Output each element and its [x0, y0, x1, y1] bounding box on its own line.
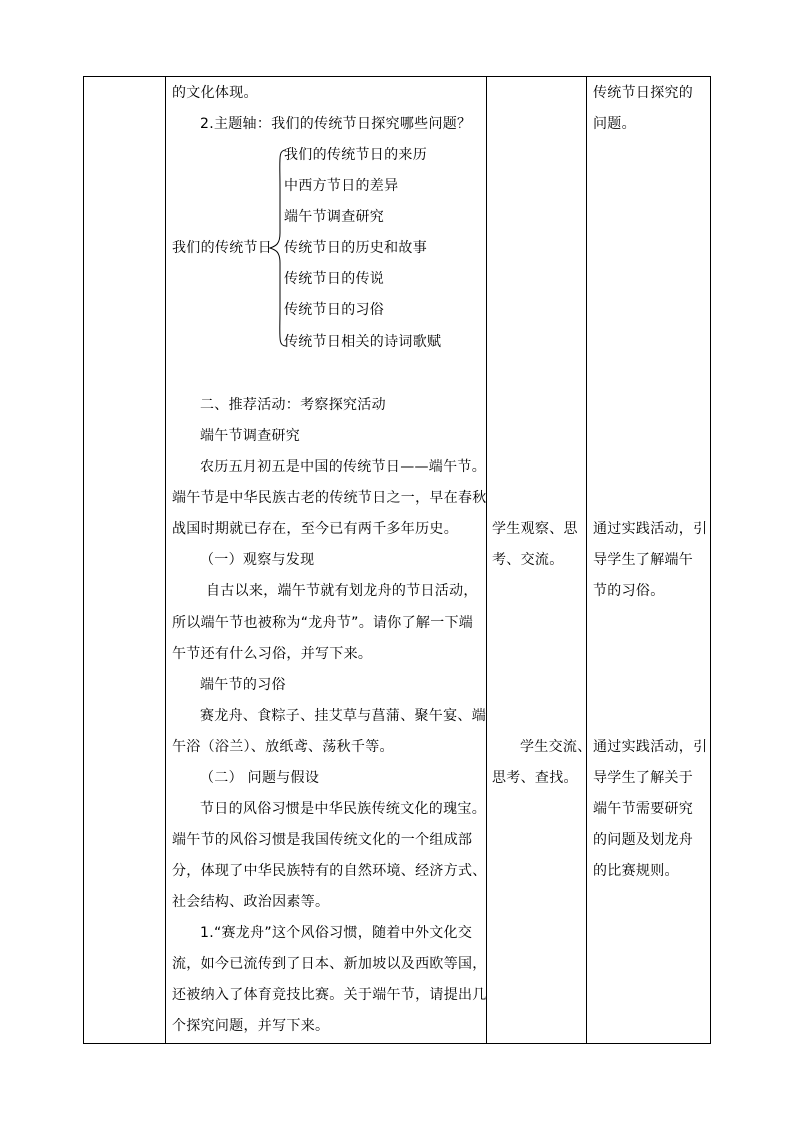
- paragraph-line: 所以端午节也被称为“龙舟节”。请你了解一下端: [172, 615, 474, 631]
- design-intent: 通过实践活动，引: [593, 739, 708, 755]
- theme-axis-heading: 2.主题轴：我们的传统节日探究哪些问题？: [200, 116, 472, 132]
- design-intent: 通过实践活动，引: [593, 521, 708, 537]
- paragraph-line: 分，体现了中华民族特有的自然环境、经济方式、: [172, 863, 487, 879]
- topic-item: 传统节日的传说: [284, 271, 385, 287]
- column-divider-2: [486, 76, 487, 1044]
- paragraph-line: 战国时期就已存在，至今已有两千多年历史。: [172, 521, 458, 537]
- student-activity: 学生交流、: [520, 739, 592, 755]
- design-intent: 问题。: [593, 116, 636, 132]
- paragraph-line: 节日的风俗习惯是中华民族传统文化的瑰宝。: [200, 801, 486, 817]
- student-activity: 考、交流。: [492, 552, 564, 568]
- design-intent: 的比赛规则。: [593, 863, 679, 879]
- topic-item: 我们的传统节日的来历: [284, 147, 427, 163]
- paragraph-line: 1.“赛龙舟”这个风俗习惯，随着中外文化交: [200, 925, 473, 941]
- paragraph-line: 自古以来，端午节就有划龙舟的节日活动，: [206, 583, 478, 599]
- paragraph-line: 赛龙舟、食粽子、挂艾草与菖蒲、聚午宴、端: [200, 708, 486, 724]
- design-intent: 导学生了解关于: [593, 770, 694, 786]
- paragraph-line: 午节还有什么习俗，并写下来。: [172, 646, 373, 662]
- design-intent: 节的习俗。: [593, 583, 665, 599]
- paragraph-line: 午浴（浴兰）、放纸鸢、荡秋千等。: [172, 739, 394, 755]
- topic-item: 传统节日的习俗: [284, 302, 385, 318]
- paragraph-line: 流，如今已流传到了日本、新加坡以及西欧等国，: [172, 956, 487, 972]
- design-intent: 的问题及划龙舟: [593, 832, 694, 848]
- column-divider-1: [165, 76, 166, 1044]
- text-line: 的文化体现。: [172, 85, 258, 101]
- student-activity: 思考、查找。: [492, 770, 578, 786]
- topic-item: 端午节调查研究: [284, 209, 385, 225]
- paragraph-line: 端午节是中华民族古老的传统节日之一，早在春秋: [172, 490, 487, 506]
- customs-title: 端午节的习俗: [200, 677, 286, 693]
- topic-item: 传统节日的历史和故事: [284, 240, 427, 256]
- design-intent: 导学生了解端午: [593, 552, 694, 568]
- section-heading: 二、推荐活动：考察探究活动: [200, 397, 386, 413]
- design-intent: 端午节需要研究: [593, 801, 694, 817]
- student-activity: 学生观察、思: [492, 521, 578, 537]
- design-intent: 传统节日探究的: [593, 85, 694, 101]
- paragraph-line: 个探究问题，并写下来。: [172, 1018, 330, 1034]
- topic-root-label: 我们的传统节日: [172, 240, 273, 256]
- paragraph-line: 端午节的风俗习惯是我国传统文化的一个组成部: [172, 832, 473, 848]
- paragraph-line: 还被纳入了体育竞技比赛。关于端午节，请提出几: [172, 987, 487, 1003]
- paragraph-line: 社会结构、政治因素等。: [172, 894, 330, 910]
- column-divider-3: [586, 76, 587, 1044]
- survey-title: 端午节调查研究: [200, 428, 301, 444]
- subsection-heading: （一）观察与发现: [200, 552, 315, 568]
- topic-item: 中西方节日的差异: [284, 178, 399, 194]
- paragraph-line: 农历五月初五是中国的传统节日——端午节。: [200, 459, 486, 475]
- subsection-heading: （二） 问题与假设: [200, 770, 320, 786]
- topic-item: 传统节日相关的诗词歌赋: [284, 334, 442, 350]
